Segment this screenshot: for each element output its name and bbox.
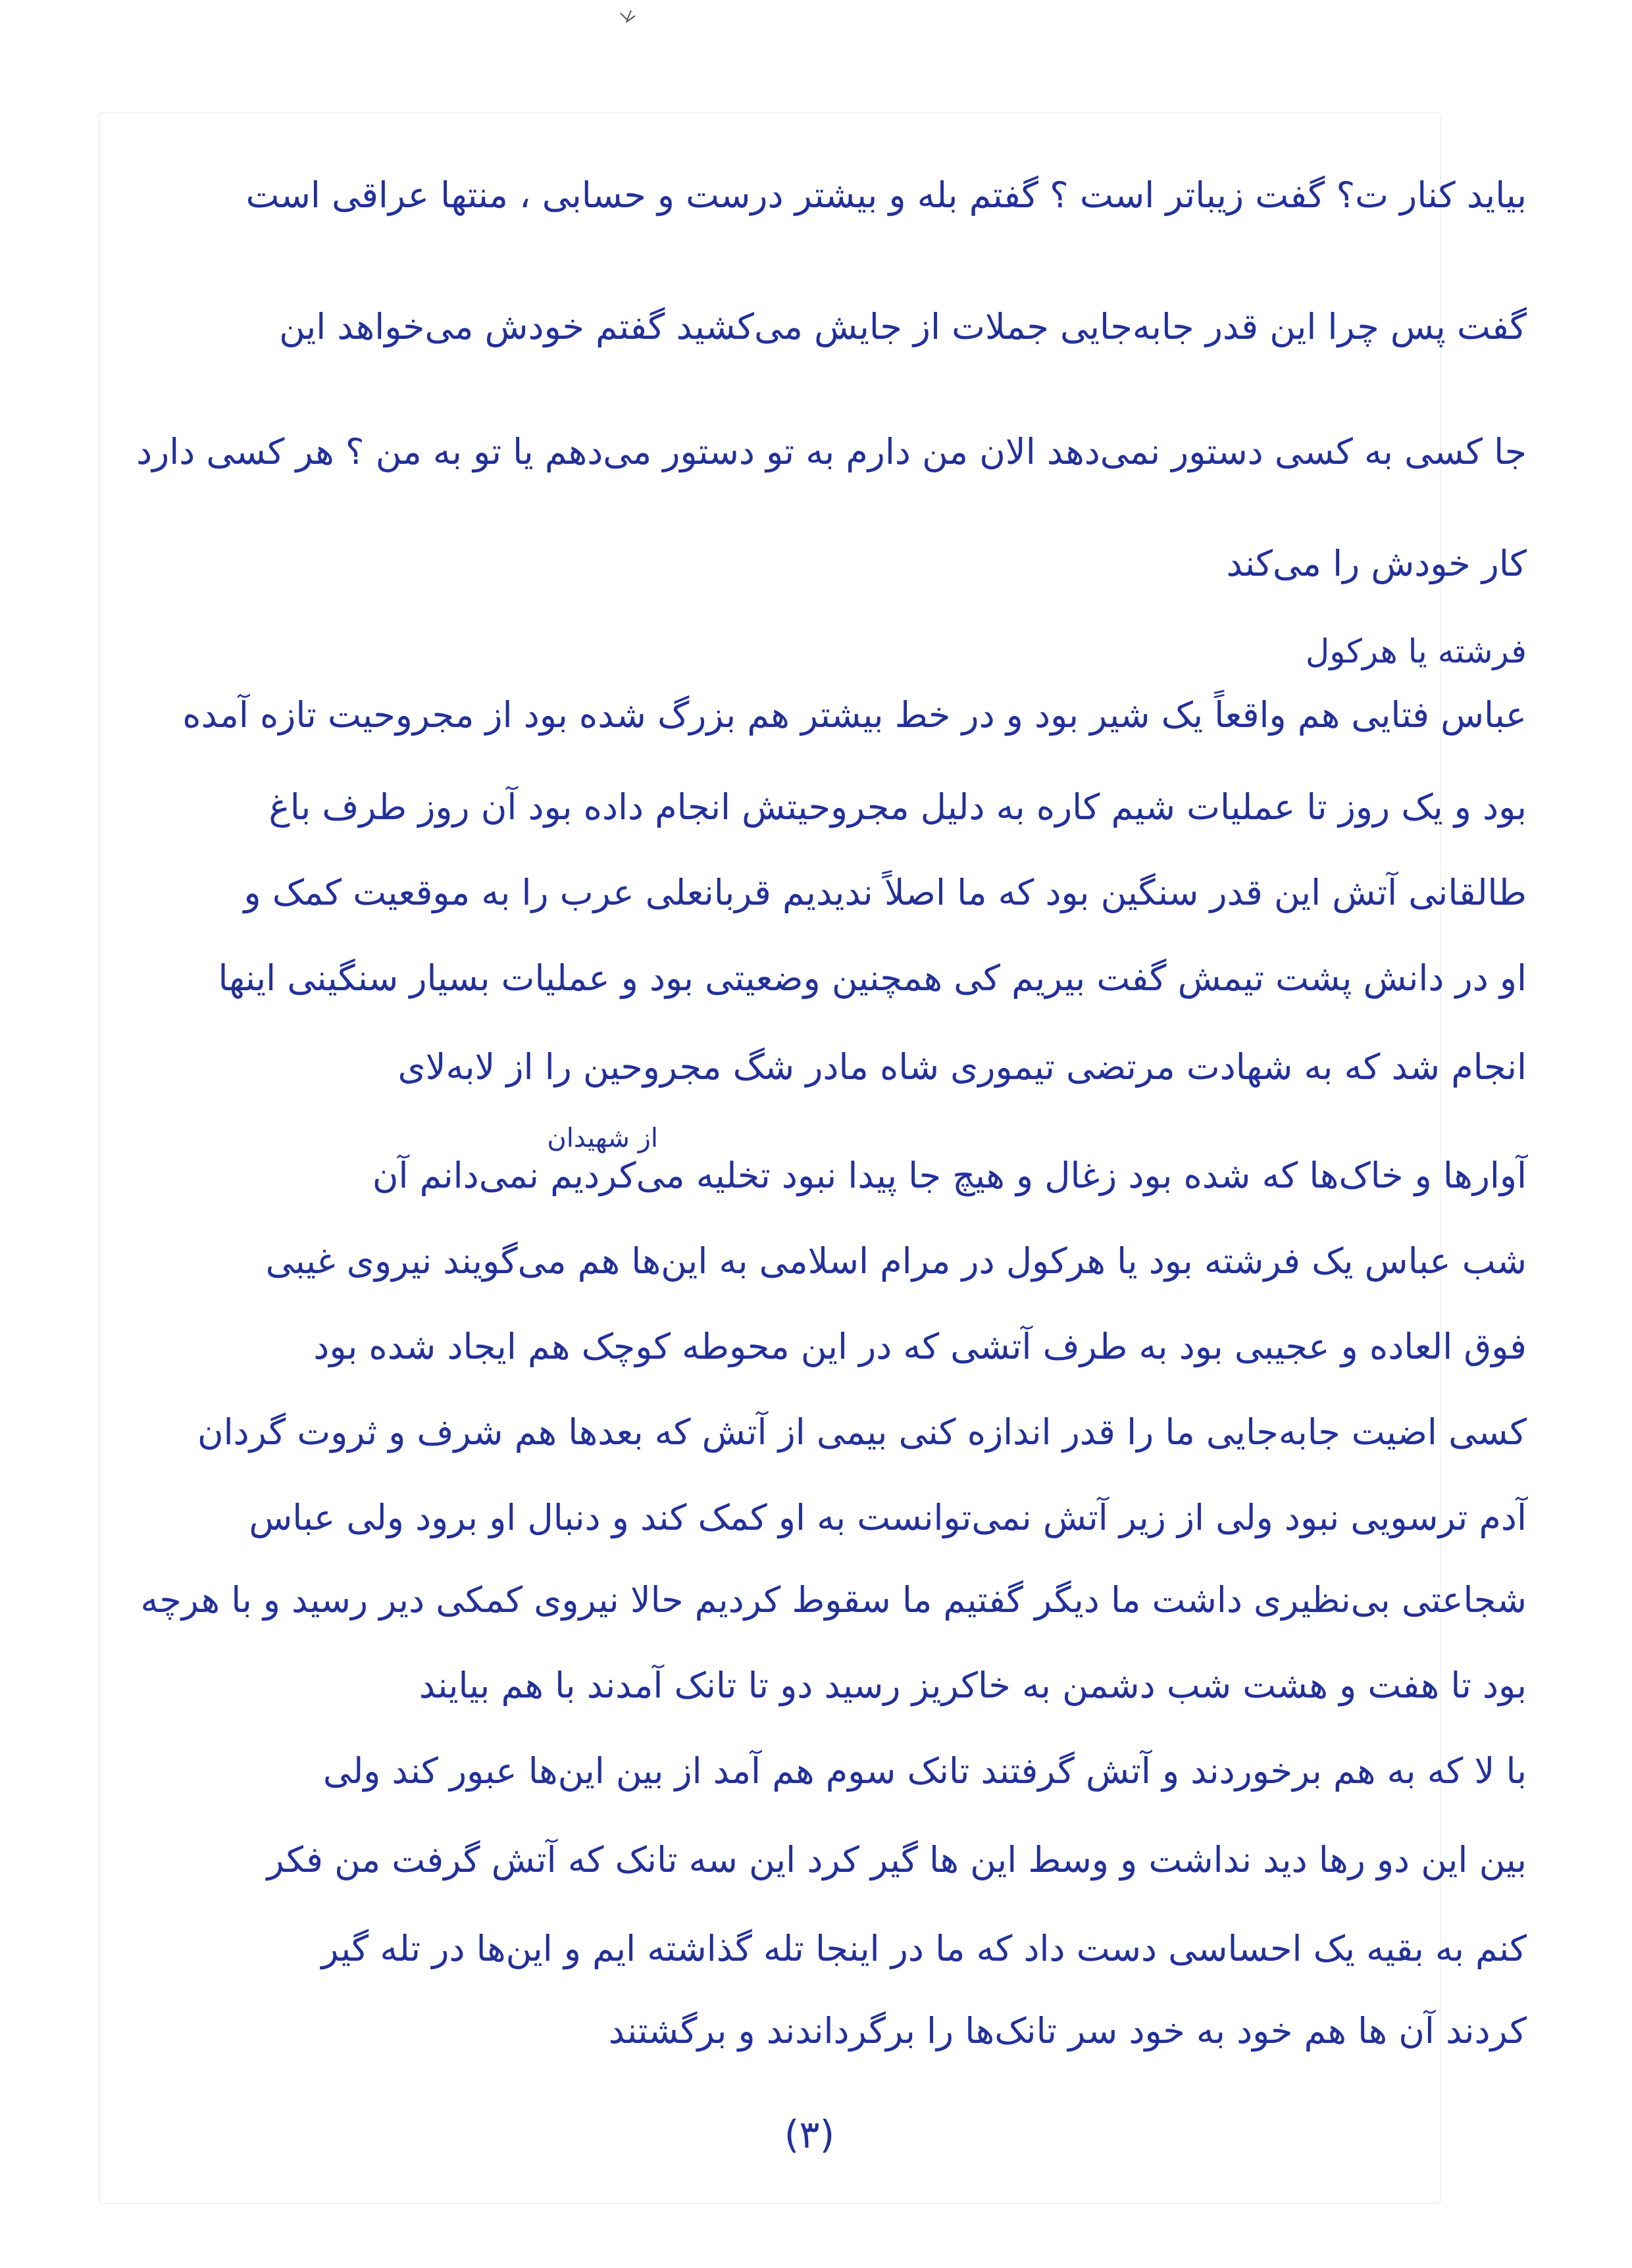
- text-line: طالقانی آتش این قدر سنگین بود که ما اصلاً ندیدیم قربانعلی عرب را به موقعیت کمک و: [243, 872, 1527, 913]
- text-line: جا کسی به کسی دستور نمی‌دهد الان من دارم به تو دستور می‌دهم یا تو به من ؟ هر کسی دارد: [136, 431, 1527, 472]
- text-line: آوارها و خاک‌ها که شده بود زغال و هیچ جا پیدا نبود تخلیه می‌کردیم نمی‌دانم آن: [372, 1155, 1527, 1196]
- text-line: فوق العاده و عجیبی بود به طرف آتشی که در این محوطه کوچک هم ایجاد شده بود: [313, 1326, 1527, 1367]
- text-line: شب عباس یک فرشته بود یا هرکول در مرام اسلامی به این‌ها هم می‌گویند نیروی غیبی: [265, 1240, 1527, 1282]
- text-line: او در دانش پشت تیمش گفت بیریم کی همچنین وضعیتی بود و عملیات بسیار سنگینی اینها: [218, 957, 1527, 999]
- ink-speck-mark: [615, 7, 642, 33]
- text-line: شجاعتی بی‌نظیری داشت ما دیگر گفتیم ما سقوط کردیم حالا نیروی کمکی دیر رسید و با هرچه: [140, 1579, 1527, 1621]
- page-number: (۳): [784, 2112, 835, 2157]
- text-line: گفت پس چرا این قدر جابه‌جایی جملات از جایش می‌کشید گفتم خودش می‌خواهد این: [279, 306, 1527, 347]
- text-line: بود و یک روز تا عملیات شیم کاره به دلیل مجروحیتش انجام داده بود آن روز طرف باغ: [268, 786, 1527, 828]
- interlinear-note: از شهیدان: [547, 1123, 658, 1153]
- text-line: عباس فتایی هم واقعاً یک شیر بود و در خط بیشتر هم بزرگ شده بود از مجروحیت تازه آمده: [182, 694, 1527, 736]
- text-line: بود تا هفت و هشت شب دشمن به خاکریز رسید دو تا تانک آمدند با هم بیایند: [419, 1665, 1527, 1706]
- section-heading: فرشته یا هرکول: [1305, 632, 1527, 670]
- text-line: کردند آن ها هم خود به خود سر تانک‌ها را برگرداندند و برگشتند: [608, 2010, 1527, 2052]
- text-line: بیاید کنار ت؟ گفت زیباتر است ؟ گفتم بله و بیشتر درست و حسابی ، منتها عراقی است: [245, 174, 1527, 216]
- text-line: کسی اضیت جابه‌جایی ما را قدر اندازه کنی بیمی از آتش که بعدها هم شرف و ثروت گردان: [197, 1411, 1527, 1453]
- text-line: کار خودش را می‌کند: [1226, 543, 1527, 584]
- text-line: کنم به بقیه یک احساسی دست داد که ما در اینجا تله گذاشته ایم و این‌ها در تله گیر: [321, 1928, 1527, 1969]
- text-line: بین این دو رها دید نداشت و وسط این ها گیر کرد این سه تانک که آتش گرفت من فکر: [267, 1839, 1527, 1880]
- text-line: آدم ترسویی نبود ولی از زیر آتش نمی‌توانست به او کمک کند و دنبال او برود ولی عباس: [249, 1497, 1527, 1538]
- text-line: با لا که به هم برخوردند و آتش گرفتند تانک سوم هم آمد از بین این‌ها عبور کند ولی: [322, 1750, 1527, 1792]
- text-line: انجام شد که به شهادت مرتضی تیموری شاه مادر شگ مجروحین را از لابه‌لای: [397, 1046, 1527, 1088]
